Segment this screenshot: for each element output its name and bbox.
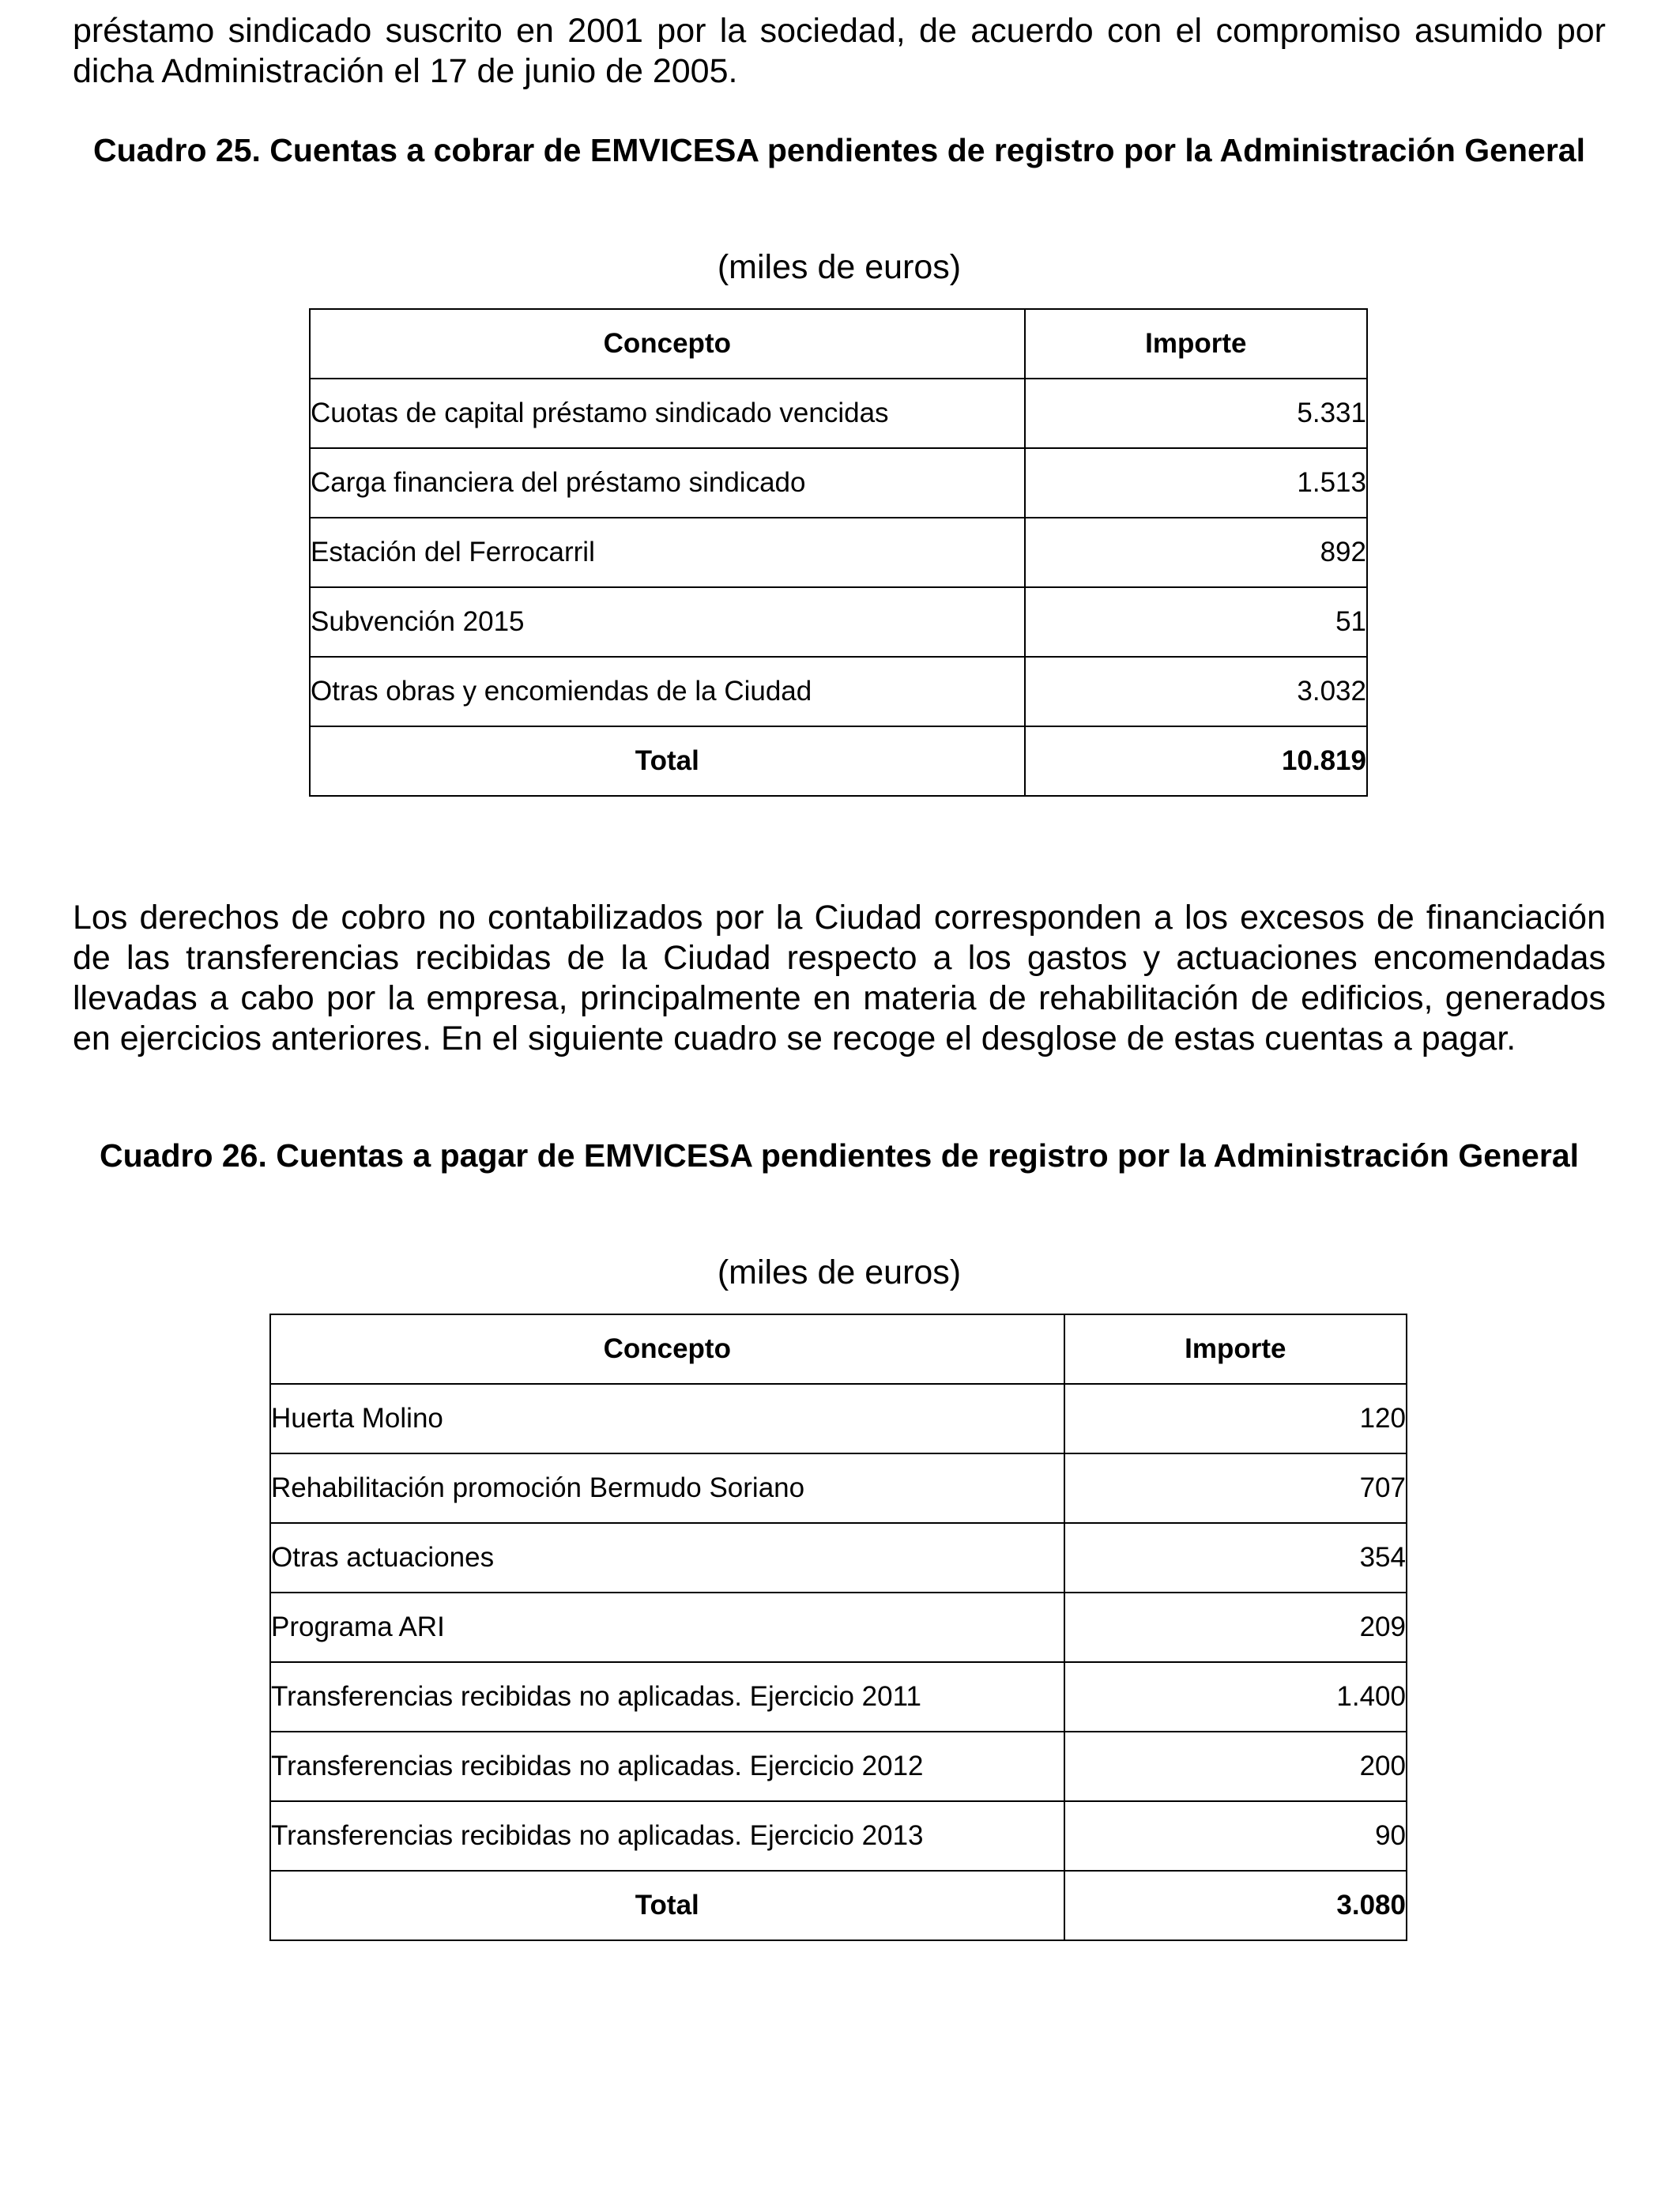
- row-amount: 5.331: [1025, 379, 1367, 448]
- row-concept: Estación del Ferrocarril: [310, 518, 1025, 587]
- row-amount: 51: [1025, 587, 1367, 657]
- table-header-row: [270, 1314, 1407, 1384]
- row-concept: Programa ARI: [270, 1593, 1064, 1662]
- table-row: [270, 1453, 1407, 1523]
- row-amount: 707: [1064, 1453, 1407, 1523]
- table-26-units: (miles de euros): [717, 1253, 962, 1291]
- row-amount: 1.400: [1064, 1662, 1407, 1732]
- row-concept: Otras actuaciones: [270, 1523, 1064, 1593]
- row-concept: Transferencias recibidas no aplicadas. Ejercicio 2013: [270, 1801, 1064, 1871]
- table-25-caption: Cuadro 25. Cuentas a cobrar de EMVICESA pendientes de registro por la Administración General: [93, 132, 1585, 168]
- row-concept: Subvención 2015: [310, 587, 1025, 657]
- table-25: [309, 308, 1368, 797]
- table-25-units: (miles de euros): [717, 248, 962, 286]
- row-amount: 90: [1064, 1801, 1407, 1871]
- table-26: [269, 1314, 1407, 1941]
- header-concept: Concepto: [310, 309, 1025, 379]
- row-amount: 3.032: [1025, 657, 1367, 726]
- total-amount: 10.819: [1025, 726, 1367, 796]
- row-concept: Transferencias recibidas no aplicadas. Ejercicio 2012: [270, 1732, 1064, 1801]
- table-header-row: [310, 309, 1367, 379]
- table-row: [310, 448, 1367, 518]
- total-amount: 3.080: [1064, 1871, 1407, 1940]
- row-amount: 354: [1064, 1523, 1407, 1593]
- table-row: [270, 1801, 1407, 1871]
- table-26-caption: Cuadro 26. Cuentas a pagar de EMVICESA pendientes de registro por la Administración General: [99, 1137, 1580, 1174]
- table-row: [270, 1593, 1407, 1662]
- table-row: [310, 657, 1367, 726]
- table-row: [310, 379, 1367, 448]
- row-concept: Transferencias recibidas no aplicadas. Ejercicio 2011: [270, 1662, 1064, 1732]
- total-row: [270, 1871, 1407, 1940]
- table-row: [310, 518, 1367, 587]
- table-row: [270, 1384, 1407, 1453]
- row-amount: 120: [1064, 1384, 1407, 1453]
- row-amount: 209: [1064, 1593, 1407, 1662]
- table-row: [270, 1662, 1407, 1732]
- header-amount: Importe: [1025, 309, 1367, 379]
- row-concept: Carga financiera del préstamo sindicado: [310, 448, 1025, 518]
- header-concept: Concepto: [270, 1314, 1064, 1384]
- middle-paragraph: Los derechos de cobro no contabilizados por la Ciudad corresponden a los excesos de financiación de las transferencias recibidas de la Ciudad respecto a los gastos y actuaciones encomendadas llevadas a cabo por la empresa, principalmente en materia de rehabilitación de edificios, generados en ejercicios anteriores. En el siguiente cuadro se recoge el desglose de estas cuentas a pagar.: [73, 899, 1606, 1057]
- header-amount: Importe: [1064, 1314, 1407, 1384]
- row-concept: Rehabilitación promoción Bermudo Soriano: [270, 1453, 1064, 1523]
- row-concept: Cuotas de capital préstamo sindicado vencidas: [310, 379, 1025, 448]
- table-row: [270, 1732, 1407, 1801]
- total-label: Total: [270, 1871, 1064, 1940]
- table-row: [310, 587, 1367, 657]
- row-amount: 1.513: [1025, 448, 1367, 518]
- row-concept: Huerta Molino: [270, 1384, 1064, 1453]
- row-concept: Otras obras y encomiendas de la Ciudad: [310, 657, 1025, 726]
- table-row: [270, 1523, 1407, 1593]
- total-row: [310, 726, 1367, 796]
- total-label: Total: [310, 726, 1025, 796]
- intro-paragraph: préstamo sindicado suscrito en 2001 por la sociedad, de acuerdo con el compromiso asumido por dicha Administración el 17 de junio de 2005.: [73, 12, 1606, 90]
- row-amount: 892: [1025, 518, 1367, 587]
- row-amount: 200: [1064, 1732, 1407, 1801]
